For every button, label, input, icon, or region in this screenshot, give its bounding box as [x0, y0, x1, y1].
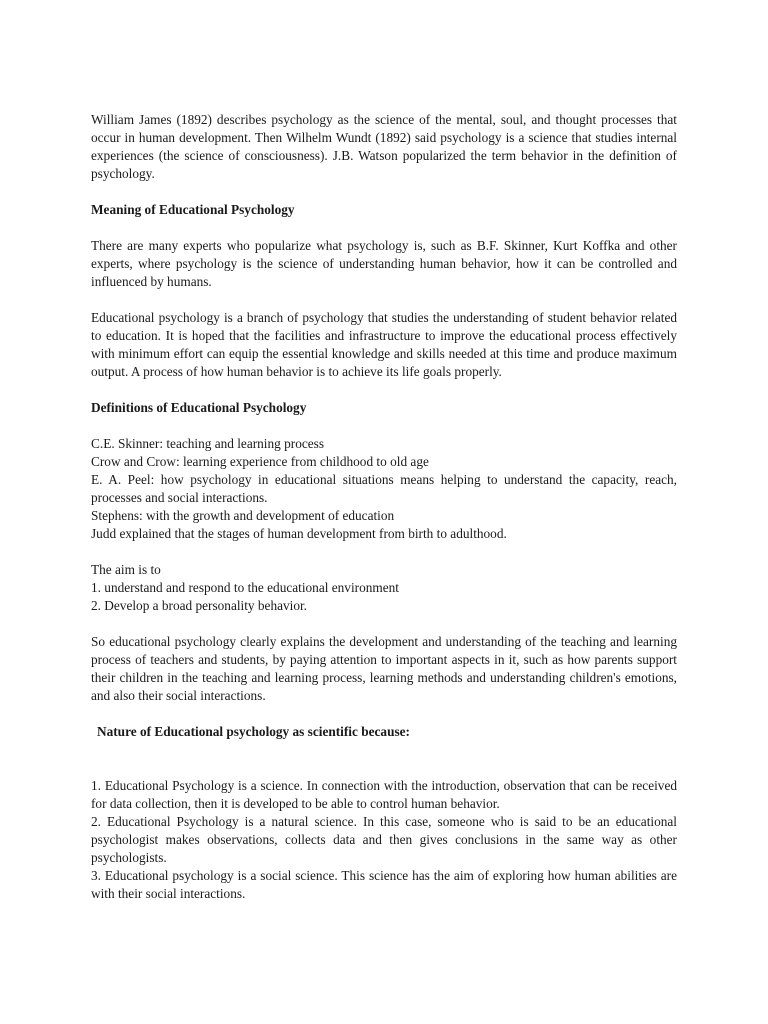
- definition-item: C.E. Skinner: teaching and learning process: [91, 436, 325, 451]
- nature-list: [91, 777, 677, 903]
- intro-paragraph: William James (1892) describes psychology as the science of the mental, soul, and thought processes that occur in human development. Then Wilhelm Wundt (1892) said psychology is a science that studies internal experiences (the science of consciousness). J.B. Watson popularized the term behavior in the definition of psychology.: [91, 112, 677, 181]
- definition-item: Judd explained that the stages of human development from birth to adulthood.: [91, 526, 507, 541]
- summary-paragraph: So educational psychology clearly explains the development and understanding of the teaching and learning process of teachers and students, by paying attention to important aspects in it, such as how parents support their children in the teaching and learning process, learning methods and understanding children's emotions, and also their social interactions.: [91, 634, 677, 703]
- nature-item: 3. Educational psychology is a social science. This science has the aim of exploring how human abilities are with their social interactions.: [91, 868, 677, 901]
- heading-definitions: Definitions of Educational Psychology: [91, 400, 307, 415]
- aim-intro: The aim is to: [91, 562, 161, 577]
- document-body: [91, 111, 677, 921]
- meaning-paragraph-2: Educational psychology is a branch of psychology that studies the understanding of student behavior related to education. It is hoped that the facilities and infrastructure to improve the educational process effectively with minimum effort can equip the essential knowledge and skills needed at this time and produce maximum output. A process of how human behavior is to achieve its life goals properly.: [91, 310, 677, 379]
- definition-item: Crow and Crow: learning experience from childhood to old age: [91, 454, 429, 469]
- aim-item: 2. Develop a broad personality behavior.: [91, 598, 308, 613]
- definitions-list: [91, 435, 677, 543]
- heading-nature: Nature of Educational psychology as scientific because:: [97, 724, 410, 739]
- aims-list: [91, 561, 677, 615]
- heading-meaning: Meaning of Educational Psychology: [91, 202, 295, 217]
- definition-item: Stephens: with the growth and development of education: [91, 508, 395, 523]
- nature-item: 2. Educational Psychology is a natural science. In this case, someone who is said to be an educational psychologist makes observations, collects data and then gives conclusions in the same way as other psychologists.: [91, 814, 677, 865]
- definition-item: E. A. Peel: how psychology in educational situations means helping to understand the capacity, reach, processes and social interactions.: [91, 472, 677, 505]
- aim-item: 1. understand and respond to the educational environment: [91, 580, 399, 595]
- meaning-paragraph-1: There are many experts who popularize what psychology is, such as B.F. Skinner, Kurt Koffka and other experts, where psychology is the science of understanding human behavior, how it can be controlled and influenced by humans.: [91, 238, 677, 289]
- nature-item: 1. Educational Psychology is a science. In connection with the introduction, observation that can be received for data collection, then it is developed to be able to control human behavior.: [91, 778, 677, 811]
